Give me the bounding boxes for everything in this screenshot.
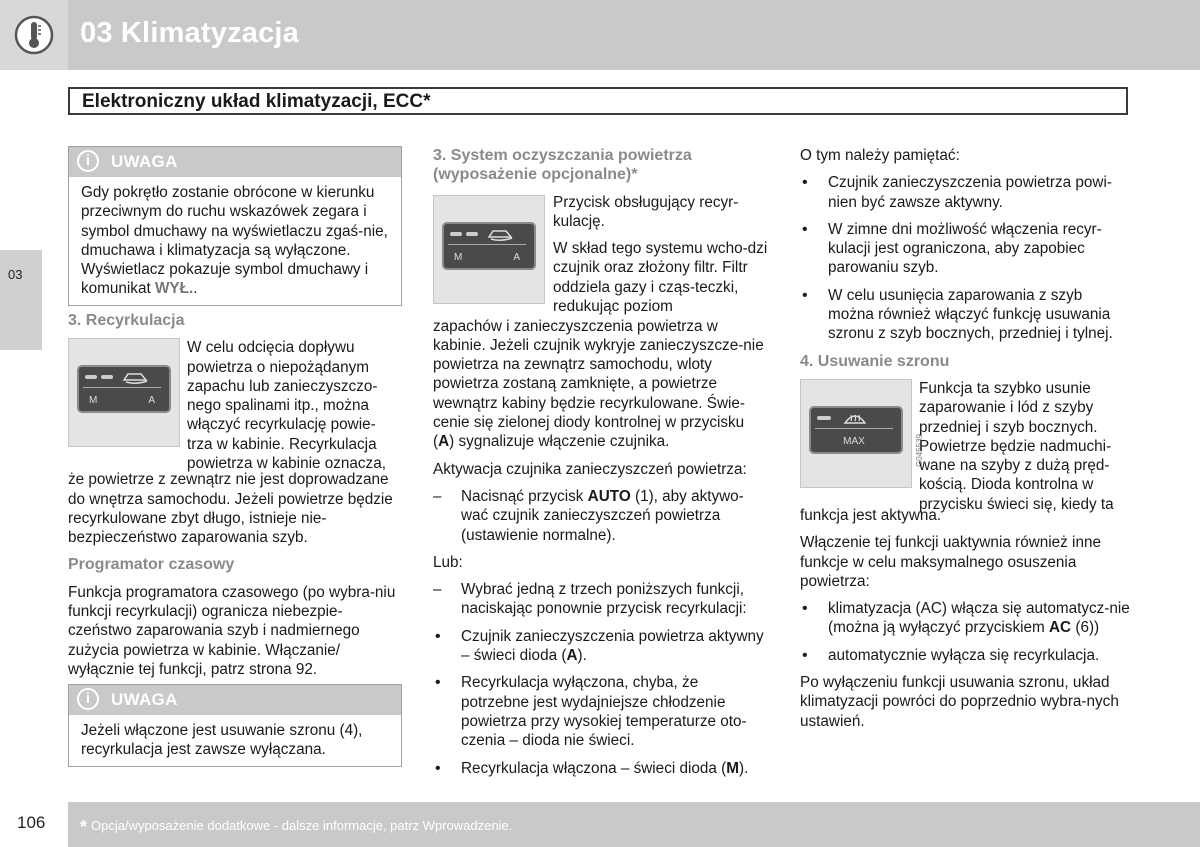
bullet-sensor-active: • Czujnik zanieczyszczenia powietrza aktywny – świeci dioda (A). <box>433 627 769 666</box>
defrost-side-text: Funkcja ta szybko usunie zaparowanie i lód z szyby przedniej i szyb bocznych. Powietrze będzie nadmuchi-wane na szyby z dużą pręd-kością. Dioda kontrolna w przycisku świeci się, kiedy ta <box>919 379 1114 513</box>
column-3-text <box>800 146 1132 739</box>
timer-heading: Programator czasowy <box>68 556 235 574</box>
note-label: UWAGA <box>111 690 178 709</box>
recirculation-car-icon <box>486 226 516 242</box>
page-number: 106 <box>17 813 46 832</box>
chapter-icon-box <box>0 0 68 70</box>
recirculation-side-text: W celu odcięcia dopływu powietrza o niepożądanym zapachu lub zanieczyszczo-nego spalinami itp., można włączyć recyrkulację powie-trza w kabinie. Recyrkulacja powietrza w kabinie oznacza, <box>187 339 386 473</box>
dash-item-select: – Wybrać jedną z trzech poniższych funkcji, naciskając ponownie przycisk recyrkulacji: <box>433 580 769 619</box>
column-1-text <box>68 311 400 687</box>
note-body: Jeżeli włączone jest usuwanie szronu (4), recyrkulacja jest zawsze wyłączana. <box>81 722 363 759</box>
air-purification-continued: zapachów i zanieczyszczenia powietrza w kabinie. Jeżeli czujnik wykryje zanieczyszcze-nie powietrza na zewnątrz samochodu, wloty powietrza zostaną zamknięte, a powietrze wewnątrz kabiny będzie recyrkulowane. Świe-cenie się zielonej diody kontrolnej w przycisku (A) sygnalizuje włączenie czujnika. <box>433 317 764 451</box>
defrost-continued: funkcja jest aktywna. <box>800 506 942 524</box>
note-body: Gdy pokrętło zostanie obrócone w kierunku przeciwnym do ruchu wskazówek zegara i symbol dmuchawy na wyświetlaczu zgaś-nie, dmuchawa i klimatyzacja są wyłączone. Wyświetlacz pokazuje symbol dmuchawy i komunikat WYŁ.. <box>81 184 388 298</box>
note-header <box>69 685 401 715</box>
defrost-p3: Po wyłączeniu funkcji usuwania szronu, układ klimatyzacji powróci do poprzednio wybra-nych ustawień. <box>800 674 1119 730</box>
recirculation-continued: że powietrze z zewnątrz nie jest doprowadzane do wnętrza samochodu. Jeżeli powietrze będzie recyrkulowane zbyt długo, istnieje nie-bezpieczeństwo zaparowania szyb. <box>68 471 393 547</box>
thermometer-icon <box>14 15 54 55</box>
note-header <box>69 147 401 177</box>
defrost-heading: 4. Usuwanie szronu <box>800 352 950 370</box>
chapter-header <box>0 0 1200 70</box>
remember-intro: O tym należy pamiętać: <box>800 147 960 164</box>
activation-text: Aktywacja czujnika zanieczyszczeń powietrza: <box>433 460 747 478</box>
footer-note: * Opcja/wyposażenie dodatkowe - dalsze informacje, patrz Wprowadzenie. <box>80 817 513 837</box>
image-code: G045539 <box>915 433 924 467</box>
bullet-cold-days: • W zimne dni możliwość włączenia recyr-kulacji jest ograniczona, aby zapobiec parowaniu szyb. <box>800 220 1132 278</box>
bullet-ac-auto: • klimatyzacja (AC) włącza się automatycz-nie (można ją wyłączyć przyciskiem AC (6)) <box>800 599 1132 638</box>
side-tab-label: 03 <box>8 267 23 282</box>
recirculation-car-icon <box>121 369 151 385</box>
column-2-text <box>433 146 769 786</box>
or-text: Lub: <box>433 553 463 571</box>
bullet-recirc-off: • Recyrkulacja wyłączona, chyba, że potrzebne jest wydajniejsze chłodzenie powietrza przy wysokiej temperaturze oto-czenia – dioda nie świeci. <box>433 673 769 750</box>
defrost-p2: Włączenie tej funkcji uaktywnia również inne funkcje w celu maksymalnego osuszenia powietrza: <box>800 534 1101 590</box>
control-panel-graphic: M A <box>442 222 536 270</box>
windshield-defrost-icon <box>843 411 867 427</box>
recirculation-button-image <box>68 338 180 447</box>
bullet-defog: • W celu usunięcia zaparowania z szyb można również włączyć funkcję usuwania szronu z szyb bocznych, przedniej i tylnej. <box>800 286 1132 344</box>
dash-item-auto: – Nacisnąć przycisk AUTO (1), aby aktywo-wać czujnik zanieczyszczeń powietrza (ustawienie normalne). <box>433 487 769 545</box>
chapter-title: 03 Klimatyzacja <box>80 17 300 49</box>
section-title-box <box>68 87 1128 115</box>
bullet-recirc-auto-off: • automatycznie wyłącza się recyrkulacja. <box>800 646 1132 665</box>
info-icon: i <box>77 688 99 710</box>
bullet-sensor-always: • Czujnik zanieczyszczenia powietrza powi-nien być zawsze aktywny. <box>800 173 1132 212</box>
control-panel-graphic <box>809 406 903 454</box>
bullet-recirc-on: • Recyrkulacja włączona – świeci dioda (M). <box>433 759 769 778</box>
warning-note-1 <box>68 146 402 306</box>
air-purification-side-text: Przycisk obsługujący recyr-kulację. W skład tego systemu wcho-dzi czujnik oraz złożony filtr. Filtr oddziela gazy i cząs-teczki, redukując poziom <box>553 193 768 316</box>
timer-text: Funkcja programatora czasowego (po wybra-niu funkcji recyrkulacji) ogranicza niebezpie-czeństwo zaparowania szyb i nadmiernego zużycia powietrza w kabinie. Włączanie/ wyłącznie tej funkcji, patrz strona 92. <box>68 583 396 678</box>
defrost-button-image <box>800 379 924 488</box>
info-icon: i <box>77 150 99 172</box>
warning-note-2 <box>68 684 402 767</box>
recirculation-heading: 3. Recyrkulacja <box>68 312 185 329</box>
note-highlight: WYŁ. <box>154 280 194 298</box>
footer-bar <box>68 802 1200 847</box>
air-purification-heading: 3. System oczyszczania powietrza (wyposażenie opcjonalne)* <box>433 147 692 184</box>
section-title: Elektroniczny układ klimatyzacji, ECC* <box>82 91 431 112</box>
note-label: UWAGA <box>111 152 178 171</box>
control-panel-graphic: M A <box>77 365 171 413</box>
max-label: MAX <box>843 435 865 447</box>
air-purification-button-image <box>433 195 545 304</box>
chapter-side-tab <box>0 250 42 350</box>
